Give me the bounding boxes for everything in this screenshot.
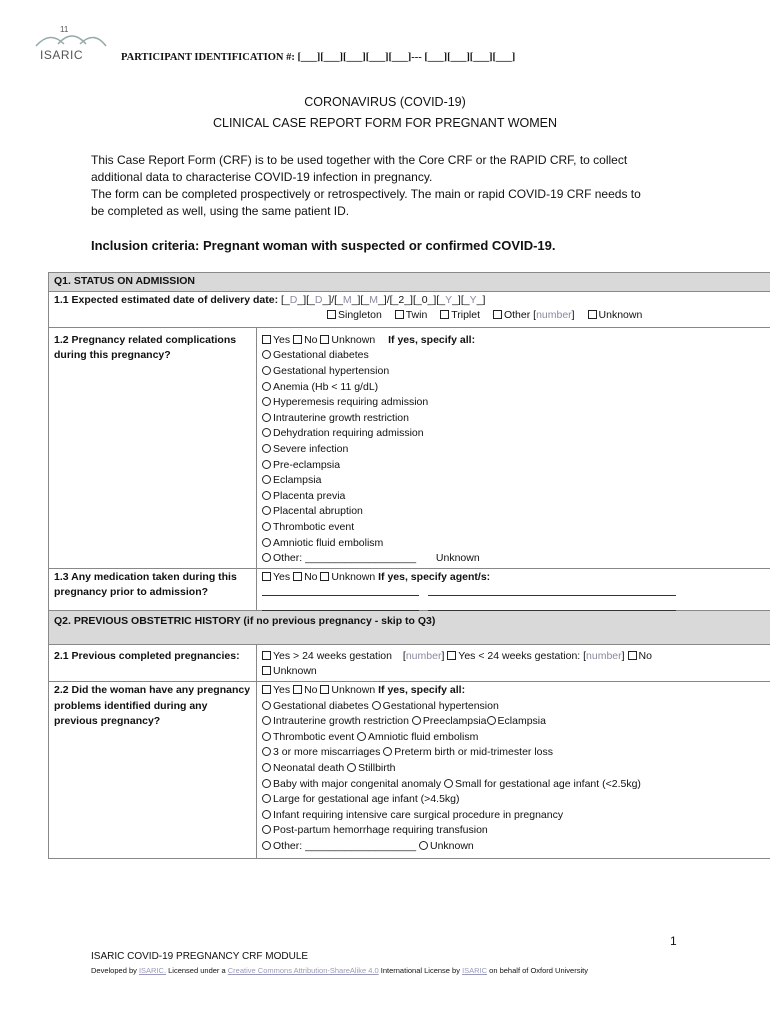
checkbox[interactable] bbox=[628, 651, 637, 660]
triplet-option[interactable] bbox=[440, 309, 480, 321]
option-label: Neonatal death bbox=[273, 762, 345, 775]
form-subtitle: CLINICAL CASE REPORT FORM FOR PREGNANT WOMEN bbox=[212, 116, 558, 130]
problem-option[interactable] bbox=[262, 731, 354, 743]
option-label: Preterm birth or mid-trimester loss bbox=[394, 746, 553, 759]
problem-option[interactable] bbox=[357, 731, 478, 743]
option-label: Thrombotic event bbox=[273, 520, 355, 533]
no-option[interactable] bbox=[628, 650, 652, 662]
checkbox[interactable] bbox=[293, 572, 302, 581]
option-label: Post-partum hemorrhage requiring transfusion bbox=[273, 824, 488, 837]
date-text: _][_ bbox=[452, 293, 470, 306]
complication-option[interactable] bbox=[262, 520, 766, 536]
q13-options bbox=[257, 568, 770, 611]
other-option[interactable] bbox=[493, 309, 575, 321]
checkbox[interactable] bbox=[447, 651, 456, 660]
bracket: ] bbox=[621, 649, 625, 662]
option-label: Yes bbox=[273, 570, 291, 583]
radio-icon[interactable] bbox=[262, 444, 271, 453]
option-label: Yes bbox=[273, 684, 291, 697]
radio-icon[interactable] bbox=[262, 553, 271, 562]
radio-icon[interactable] bbox=[262, 716, 271, 725]
number-placeholder: number bbox=[405, 649, 442, 662]
option-label: Gestational diabetes bbox=[273, 349, 369, 362]
intro-line: This Case Report Form (CRF) is to be used together with the Core CRF or the RAPID CRF, to collect bbox=[91, 153, 628, 167]
option-label: Other: ___________________ bbox=[273, 840, 417, 852]
footer-text: Developed by bbox=[91, 966, 139, 975]
isaric-link[interactable]: ISARIC. bbox=[138, 966, 167, 975]
footer-text: on behalf of Oxford University bbox=[487, 966, 588, 975]
radio-icon[interactable] bbox=[262, 366, 271, 375]
option-label: Yes bbox=[273, 333, 291, 346]
checkbox[interactable] bbox=[293, 685, 302, 694]
agent-input[interactable] bbox=[262, 606, 419, 611]
complication-option[interactable] bbox=[262, 380, 766, 396]
q22-options bbox=[257, 682, 770, 859]
other-option[interactable] bbox=[262, 552, 416, 564]
option-label: 3 or more miscarriages bbox=[273, 746, 381, 759]
no-option[interactable] bbox=[293, 571, 317, 583]
checkbox[interactable] bbox=[320, 335, 329, 344]
unknown-option[interactable] bbox=[320, 684, 375, 696]
q12-options bbox=[257, 327, 770, 568]
radio-icon[interactable] bbox=[262, 747, 271, 756]
checkbox[interactable] bbox=[327, 310, 336, 319]
option-label: Placenta previa bbox=[273, 489, 346, 502]
footer-module: ISARIC COVID-19 PREGNANCY CRF MODULE bbox=[91, 951, 309, 962]
month-placeholder: M bbox=[342, 293, 352, 306]
complication-option[interactable] bbox=[262, 536, 766, 552]
option-label: Pre-eclampsia bbox=[273, 458, 341, 471]
option-label: Unknown bbox=[331, 333, 376, 346]
unknown-option[interactable] bbox=[262, 665, 317, 677]
radio-icon[interactable] bbox=[262, 506, 271, 515]
option-label: Eclampsia bbox=[273, 474, 322, 487]
problem-option[interactable] bbox=[262, 792, 766, 808]
option-label: Baby with major congenital anomaly bbox=[273, 777, 442, 790]
yes-option[interactable] bbox=[262, 334, 290, 346]
radio-icon[interactable] bbox=[262, 794, 271, 803]
problem-option[interactable] bbox=[347, 762, 395, 774]
radio-icon[interactable] bbox=[262, 841, 271, 850]
problem-option[interactable] bbox=[262, 762, 344, 774]
svg-text:11: 11 bbox=[60, 25, 69, 34]
complication-option[interactable] bbox=[262, 489, 766, 505]
checkbox[interactable] bbox=[293, 335, 302, 344]
section-q2-header bbox=[49, 611, 770, 645]
complication-option[interactable] bbox=[262, 395, 766, 411]
radio-icon[interactable] bbox=[262, 732, 271, 741]
complication-option[interactable] bbox=[262, 504, 766, 520]
footer-license bbox=[91, 966, 588, 975]
complication-option[interactable] bbox=[262, 458, 766, 474]
bracket: [ bbox=[402, 649, 406, 662]
bracket: ] bbox=[441, 649, 445, 662]
section-q1-header bbox=[49, 273, 770, 292]
agent-input[interactable] bbox=[262, 585, 419, 596]
radio-icon[interactable] bbox=[262, 763, 271, 772]
radio-icon[interactable] bbox=[262, 538, 271, 547]
problem-option[interactable] bbox=[262, 808, 766, 824]
q21-label: 2.1 Previous completed pregnancies: bbox=[49, 644, 257, 681]
radio-icon[interactable] bbox=[262, 460, 271, 469]
radio-icon[interactable] bbox=[262, 779, 271, 788]
radio-icon[interactable] bbox=[262, 428, 271, 437]
specify-label: If yes, specify all: bbox=[378, 684, 466, 697]
radio-icon[interactable] bbox=[262, 350, 271, 359]
q21-options bbox=[257, 644, 770, 681]
checkbox[interactable] bbox=[320, 572, 329, 581]
option-label: Triplet bbox=[451, 309, 481, 322]
radio-icon[interactable] bbox=[262, 825, 271, 834]
option-label: Preeclampsia bbox=[422, 715, 487, 728]
option-label: No bbox=[304, 570, 318, 583]
option-label: Thrombotic event bbox=[273, 730, 355, 743]
option-label: Singleton bbox=[338, 309, 382, 322]
unknown-option[interactable] bbox=[320, 571, 375, 583]
q13-row bbox=[49, 568, 770, 611]
radio-icon[interactable] bbox=[372, 701, 381, 710]
q11-cell bbox=[49, 291, 770, 327]
option-label: Unknown bbox=[331, 684, 376, 697]
complication-option[interactable] bbox=[262, 411, 766, 427]
option-label: Small for gestational age infant (<2.5kg) bbox=[455, 777, 641, 790]
option-label: Intrauterine growth restriction bbox=[273, 715, 409, 728]
radio-icon[interactable] bbox=[347, 763, 356, 772]
complication-option[interactable] bbox=[262, 426, 766, 442]
option-label: Unknown bbox=[331, 570, 376, 583]
option-label: Other [ bbox=[503, 309, 537, 322]
radio-icon[interactable] bbox=[262, 810, 271, 819]
participant-id-field[interactable]: PARTICIPANT IDENTIFICATION #: [___][___][___][___][___]--- [___][___][___][___] bbox=[121, 52, 516, 63]
problem-option[interactable] bbox=[262, 746, 380, 758]
option-label: No bbox=[638, 649, 652, 662]
problem-option[interactable] bbox=[262, 778, 441, 790]
date-text: _][_ bbox=[297, 293, 315, 306]
q12-row bbox=[49, 327, 770, 568]
singleton-option[interactable] bbox=[327, 309, 382, 321]
checkbox[interactable] bbox=[588, 310, 597, 319]
date-text: [_ bbox=[281, 293, 290, 306]
number-placeholder: number bbox=[536, 309, 572, 322]
day-placeholder: D bbox=[314, 293, 323, 306]
footer-text: Licensed under a bbox=[166, 966, 228, 975]
problem-option[interactable] bbox=[262, 700, 369, 712]
crf-table bbox=[48, 272, 770, 859]
intro-text bbox=[91, 152, 691, 220]
intro-line: additional data to characterise COVID-19 infection in pregnancy. bbox=[91, 170, 433, 184]
agent-input[interactable] bbox=[428, 585, 676, 596]
intro-line: be completed as well, using the same patient ID. bbox=[91, 204, 350, 218]
logo-text: ISARIC bbox=[40, 48, 84, 62]
option-label: Infant requiring intensive care surgical procedure in pregnancy bbox=[273, 808, 564, 821]
radio-icon[interactable] bbox=[262, 701, 271, 710]
date-text: _]/[_2_][_0_][_ bbox=[377, 293, 446, 306]
unknown-option[interactable] bbox=[588, 309, 643, 321]
no-option[interactable] bbox=[293, 334, 317, 346]
date-text: _]/[_ bbox=[322, 293, 343, 306]
unknown-label[interactable]: Unknown bbox=[435, 552, 480, 565]
page-number: 1 bbox=[670, 934, 677, 948]
problem-option[interactable] bbox=[419, 840, 474, 852]
option-label: Gestational diabetes bbox=[273, 699, 369, 712]
option-label: Eclampsia bbox=[497, 715, 546, 728]
option-label: No bbox=[304, 333, 318, 346]
q13-label: 1.3 Any medication taken during this pregnancy prior to admission? bbox=[49, 568, 257, 611]
option-label: No bbox=[304, 684, 318, 697]
problem-option[interactable] bbox=[262, 823, 766, 839]
complication-option[interactable] bbox=[262, 473, 766, 489]
day-placeholder: D bbox=[289, 293, 298, 306]
problem-option[interactable] bbox=[383, 746, 553, 758]
checkbox[interactable] bbox=[262, 666, 271, 675]
option-label: ] bbox=[571, 309, 575, 322]
q12-label: 1.2 Pregnancy related complications during this pregnancy? bbox=[49, 327, 257, 568]
option-label: Large for gestational age infant (>4.5kg) bbox=[273, 793, 460, 806]
q11-label: 1.1 Expected estimated date of delivery date: bbox=[54, 293, 279, 306]
complication-other-row bbox=[262, 551, 766, 567]
radio-icon[interactable] bbox=[412, 716, 421, 725]
number-placeholder: number bbox=[586, 649, 622, 662]
yes-option[interactable] bbox=[262, 684, 290, 696]
yes-lt24-option[interactable] bbox=[447, 650, 624, 662]
radio-icon[interactable] bbox=[262, 475, 271, 484]
radio-icon[interactable] bbox=[487, 716, 496, 725]
option-label: Amniotic fluid embolism bbox=[368, 730, 479, 743]
twin-option[interactable] bbox=[395, 309, 428, 321]
agent-input[interactable] bbox=[428, 606, 676, 611]
no-option[interactable] bbox=[293, 684, 317, 696]
checkbox[interactable] bbox=[395, 310, 404, 319]
option-label: Other: ___________________ bbox=[273, 552, 417, 565]
checkbox[interactable] bbox=[320, 685, 329, 694]
form-title: CORONAVIRUS (COVID-19) bbox=[304, 95, 466, 109]
delivery-date-field[interactable] bbox=[281, 294, 485, 306]
radio-icon[interactable] bbox=[262, 413, 271, 422]
option-label: Dehydration requiring admission bbox=[273, 427, 424, 440]
yes-gt24-option[interactable] bbox=[262, 650, 392, 662]
q11-row bbox=[49, 291, 770, 327]
unknown-option[interactable] bbox=[320, 334, 375, 346]
license-link[interactable]: Creative Commons Attribution-ShareAlike 4.0 bbox=[227, 966, 379, 975]
year-placeholder: Y bbox=[469, 293, 477, 306]
checkbox[interactable] bbox=[493, 310, 502, 319]
radio-icon[interactable] bbox=[444, 779, 453, 788]
option-label: Twin bbox=[405, 309, 428, 322]
option-label: Severe infection bbox=[273, 442, 349, 455]
option-label: Unknown bbox=[429, 840, 474, 852]
q21-row bbox=[49, 644, 770, 681]
option-label: Stillbirth bbox=[358, 762, 396, 775]
inclusion-criteria: Inclusion criteria: Pregnant woman with suspected or confirmed COVID-19. bbox=[91, 238, 556, 253]
checkbox[interactable] bbox=[262, 685, 271, 694]
intro-line: The form can be completed prospectively or retrospectively. The main or rapid COVID-19 CRF needs to bbox=[91, 187, 641, 201]
checkbox[interactable] bbox=[262, 335, 271, 344]
date-text: _] bbox=[476, 293, 486, 306]
radio-icon[interactable] bbox=[357, 732, 366, 741]
checkbox[interactable] bbox=[440, 310, 449, 319]
date-text: _][_ bbox=[351, 293, 370, 306]
q22-label: 2.2 Did the woman have any pregnancy problems identified during any previous pregnancy? bbox=[49, 682, 257, 859]
option-label: Placental abruption bbox=[273, 505, 363, 518]
specify-label: If yes, specify all: bbox=[388, 333, 476, 346]
section-title: Q1. STATUS ON ADMISSION bbox=[49, 273, 770, 292]
problem-option[interactable] bbox=[412, 715, 487, 727]
year-placeholder: Y bbox=[445, 293, 453, 306]
complication-option[interactable] bbox=[262, 364, 766, 380]
footer-text: International License by bbox=[378, 966, 463, 975]
option-label: Intrauterine growth restriction bbox=[273, 411, 409, 424]
complication-option[interactable] bbox=[262, 348, 766, 364]
problem-option[interactable] bbox=[262, 840, 416, 852]
radio-icon[interactable] bbox=[262, 397, 271, 406]
problem-option[interactable] bbox=[487, 715, 546, 727]
option-label: Amniotic fluid embolism bbox=[273, 536, 384, 549]
problem-option[interactable] bbox=[444, 778, 641, 790]
problem-option[interactable] bbox=[262, 715, 409, 727]
option-label: Yes < 24 weeks gestation: [ bbox=[458, 649, 587, 662]
specify-label: If yes, specify agent/s: bbox=[378, 570, 491, 583]
option-label: Unknown bbox=[598, 309, 643, 322]
option-label: Gestational hypertension bbox=[273, 364, 390, 377]
radio-icon[interactable] bbox=[383, 747, 392, 756]
radio-icon[interactable] bbox=[262, 491, 271, 500]
complication-option[interactable] bbox=[262, 442, 766, 458]
problem-option[interactable] bbox=[372, 700, 499, 712]
option-label: Gestational hypertension bbox=[382, 699, 499, 712]
option-label: Anemia (Hb < 11 g/dL) bbox=[273, 380, 379, 393]
section-title: Q2. PREVIOUS OBSTETRIC HISTORY (if no previous pregnancy - skip to Q3) bbox=[49, 611, 770, 645]
isaric-link[interactable]: ISARIC bbox=[462, 966, 488, 975]
checkbox[interactable] bbox=[262, 651, 271, 660]
yes-option[interactable] bbox=[262, 571, 290, 583]
q22-row bbox=[49, 682, 770, 859]
number-field[interactable] bbox=[403, 650, 444, 662]
radio-icon[interactable] bbox=[262, 382, 271, 391]
radio-icon[interactable] bbox=[262, 522, 271, 531]
option-label: Yes > 24 weeks gestation bbox=[273, 649, 392, 662]
radio-icon[interactable] bbox=[419, 841, 428, 850]
option-label: Unknown bbox=[273, 665, 317, 678]
month-placeholder: M bbox=[369, 293, 378, 306]
option-label: Hyperemesis requiring admission bbox=[273, 396, 429, 409]
checkbox[interactable] bbox=[262, 572, 271, 581]
